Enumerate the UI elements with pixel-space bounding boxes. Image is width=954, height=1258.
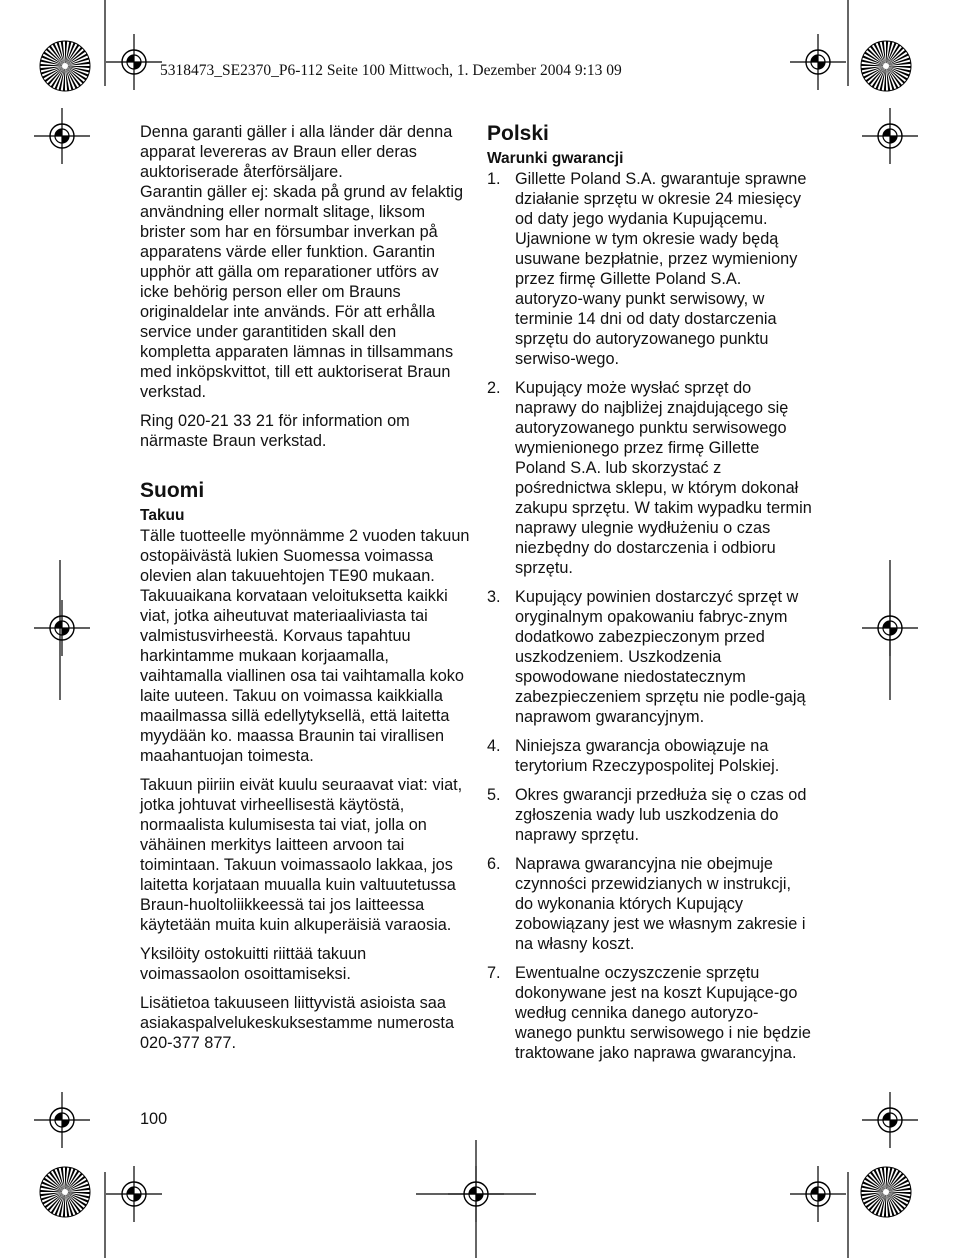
registration-crosshair-icon [862,108,918,164]
registration-crosshair-icon [790,34,846,90]
page-number: 100 [140,1110,168,1128]
registration-crosshair-icon [106,34,162,90]
registration-crosshair-icon [34,1092,90,1148]
list-item-text: Kupujący może wysłać sprzęt do naprawy do najbliżej znajdującego się autoryzowanego punktu serwisowego wymienionego przez firmę Gillette Poland S.A. lub skorzystać z pośrednictwa sklepu, w którym dokonał zakupu sprzętu. W takim wypadku termin naprawy ulegnie wydłużeniu o czas niezbędny do dostarczenia i odbioru sprzętu. [515,379,812,577]
list-item-text: Kupujący powinien dostarczyć sprzęt w oryginalnym opakowaniu fabryc-znym dodatkowo zabezpieczonym przed uszkodzeniem. Uszkodzenia spowodowane niedostatecznym zabezpieczeniem sprzętu nie podle-gają naprawom gwarancyjnym. [515,588,806,726]
suomi-section [140,479,470,1053]
list-item-number: 5. [487,786,501,804]
list-item-number: 7. [487,964,501,982]
swedish-paragraph-2: Garantin gäller ej: skada på grund av felaktig användning eller normalt slitage, liksom brister som har en försumbar inverkan på apparatens värde eller funktion. Garantin upphör att gälla om reparationer utförs av icke behörig person eller om Brauns originaldelar inte används. För att erhålla service under garantitiden skall den kompletta apparaten lämnas in tillsammans med inköpskvittot, till ett auktoriserat Braun verkstad. [140,183,464,401]
suomi-paragraph-3: Yksilöity ostokuitti riittää takuun voimassaolon osoittamiseksi. [140,945,367,983]
list-item-text: Okres gwarancji przedłuża się o czas od zgłoszenia wady lub uszkodzenia do naprawy sprzętu. [515,786,807,844]
polski-heading: Polski [487,122,549,145]
list-item [487,785,812,845]
suomi-heading: Suomi [140,479,205,502]
list-item [487,963,812,1063]
suomi-paragraph-2: Takuun piiriin eivät kuulu seuraavat viat: viat, jotka johtuvat virheellisestä käytöstä, normaalista kulumisesta tai viat, jolla on vähäinen merkitys laitteen arvoon tai toimintaan. Takuun voimassaolo lakkaa, jos laitetta korjataan muualla kuin valtuutetussa Braun-huoltoliikkeessä tai jos laitteessa käytetään muita kuin alkuperäisiä varaosia. [140,776,463,934]
list-item-number: 1. [487,170,501,188]
swedish-paragraph-3: Ring 020-21 33 21 för information om närmaste Braun verkstad. [140,412,410,450]
list-item-number: 4. [487,737,501,755]
list-item-number: 2. [487,379,501,397]
registration-crosshair-icon [862,1092,918,1148]
right-column [487,122,812,1072]
list-item [487,587,812,727]
list-item [487,736,812,776]
registration-crosshair-icon [34,108,90,164]
list-item-text: Ewentualne oczyszczenie sprzętu dokonywane jest na koszt Kupujące-go według cennika danego autoryzo-wanego punktu serwisowego i nie będzie traktowane jako naprawa gwarancyjna. [515,964,811,1062]
swedish-section [140,122,470,451]
suomi-paragraph-1: Tälle tuotteelle myönnämme 2 vuoden takuun ostopäivästä lukien Suomessa voimassa olevien alan takuuehtojen TE90 mukaan. Takuuaikana korvataan veloituksetta kaikki viat, jotka aiheutuvat materiaaliviasta tai valmistusvirheestä. Korvaus tapahtuu harkintamme mukaan korjaamalla, vaihtamalla viallinen osa tai vaihtamalla koko laite uuteen. Takuu on voimassa kaikkialla maailmassa sillä edellytyksellä, että laitetta myydään ko. maassa Braunin tai virallisen maahantuojan toimesta. [140,527,470,765]
list-item [487,169,812,369]
list-item-text: Niniejsza gwarancja obowiązuje na terytorium Rzeczypospolitej Polskiej. [515,737,780,775]
list-item [487,854,812,954]
warranty-terms-list [487,169,812,1063]
left-column [140,122,470,1062]
list-item-number: 6. [487,855,501,873]
print-imprint-line: 5318473_SE2370_P6-112 Seite 100 Mittwoch, 1. Dezember 2004 9:13 09 [160,62,622,79]
registration-crosshair-icon [106,1166,162,1222]
list-item [487,378,812,578]
swedish-paragraph-1: Denna garanti gäller i alla länder där denna apparat levereras av Braun eller deras auktoriserade återförsäljare. [140,123,453,181]
registration-starburst-icon [40,41,90,91]
list-item-text: Naprawa gwarancyjna nie obejmuje czynności przewidzianych w instrukcji, do wykonania których Kupujący zobowiązany jest we własnym zakresie i na własny koszt. [515,855,806,953]
suomi-subheading: Takuu [140,507,185,524]
registration-starburst-icon [861,1167,911,1217]
registration-crosshair-icon [34,600,90,656]
registration-starburst-icon [40,1167,90,1217]
registration-starburst-icon [861,41,911,91]
list-item-number: 3. [487,588,501,606]
section-spacer [140,460,470,479]
registration-crosshair-icon [790,1166,846,1222]
suomi-paragraph-4: Lisätietoa takuuseen liittyvistä asioista saa asiakaspalvelukeskuksestamme numerosta 020-377 877. [140,994,455,1052]
polski-subheading: Warunki gwarancji [487,150,624,167]
list-item-text: Gillette Poland S.A. gwarantuje sprawne działanie sprzętu w okresie 24 miesięcy od daty jego wydania Kupującemu. Ujawnione w tym okresie wady będą usuwane bezpłatnie, przez wymieniony przez firmę Gillette Poland S.A. autoryzo-wany punkt serwisowy, w terminie 14 dni od daty dostarczenia sprzętu do autoryzowanego punktu serwiso-wego. [515,170,807,368]
